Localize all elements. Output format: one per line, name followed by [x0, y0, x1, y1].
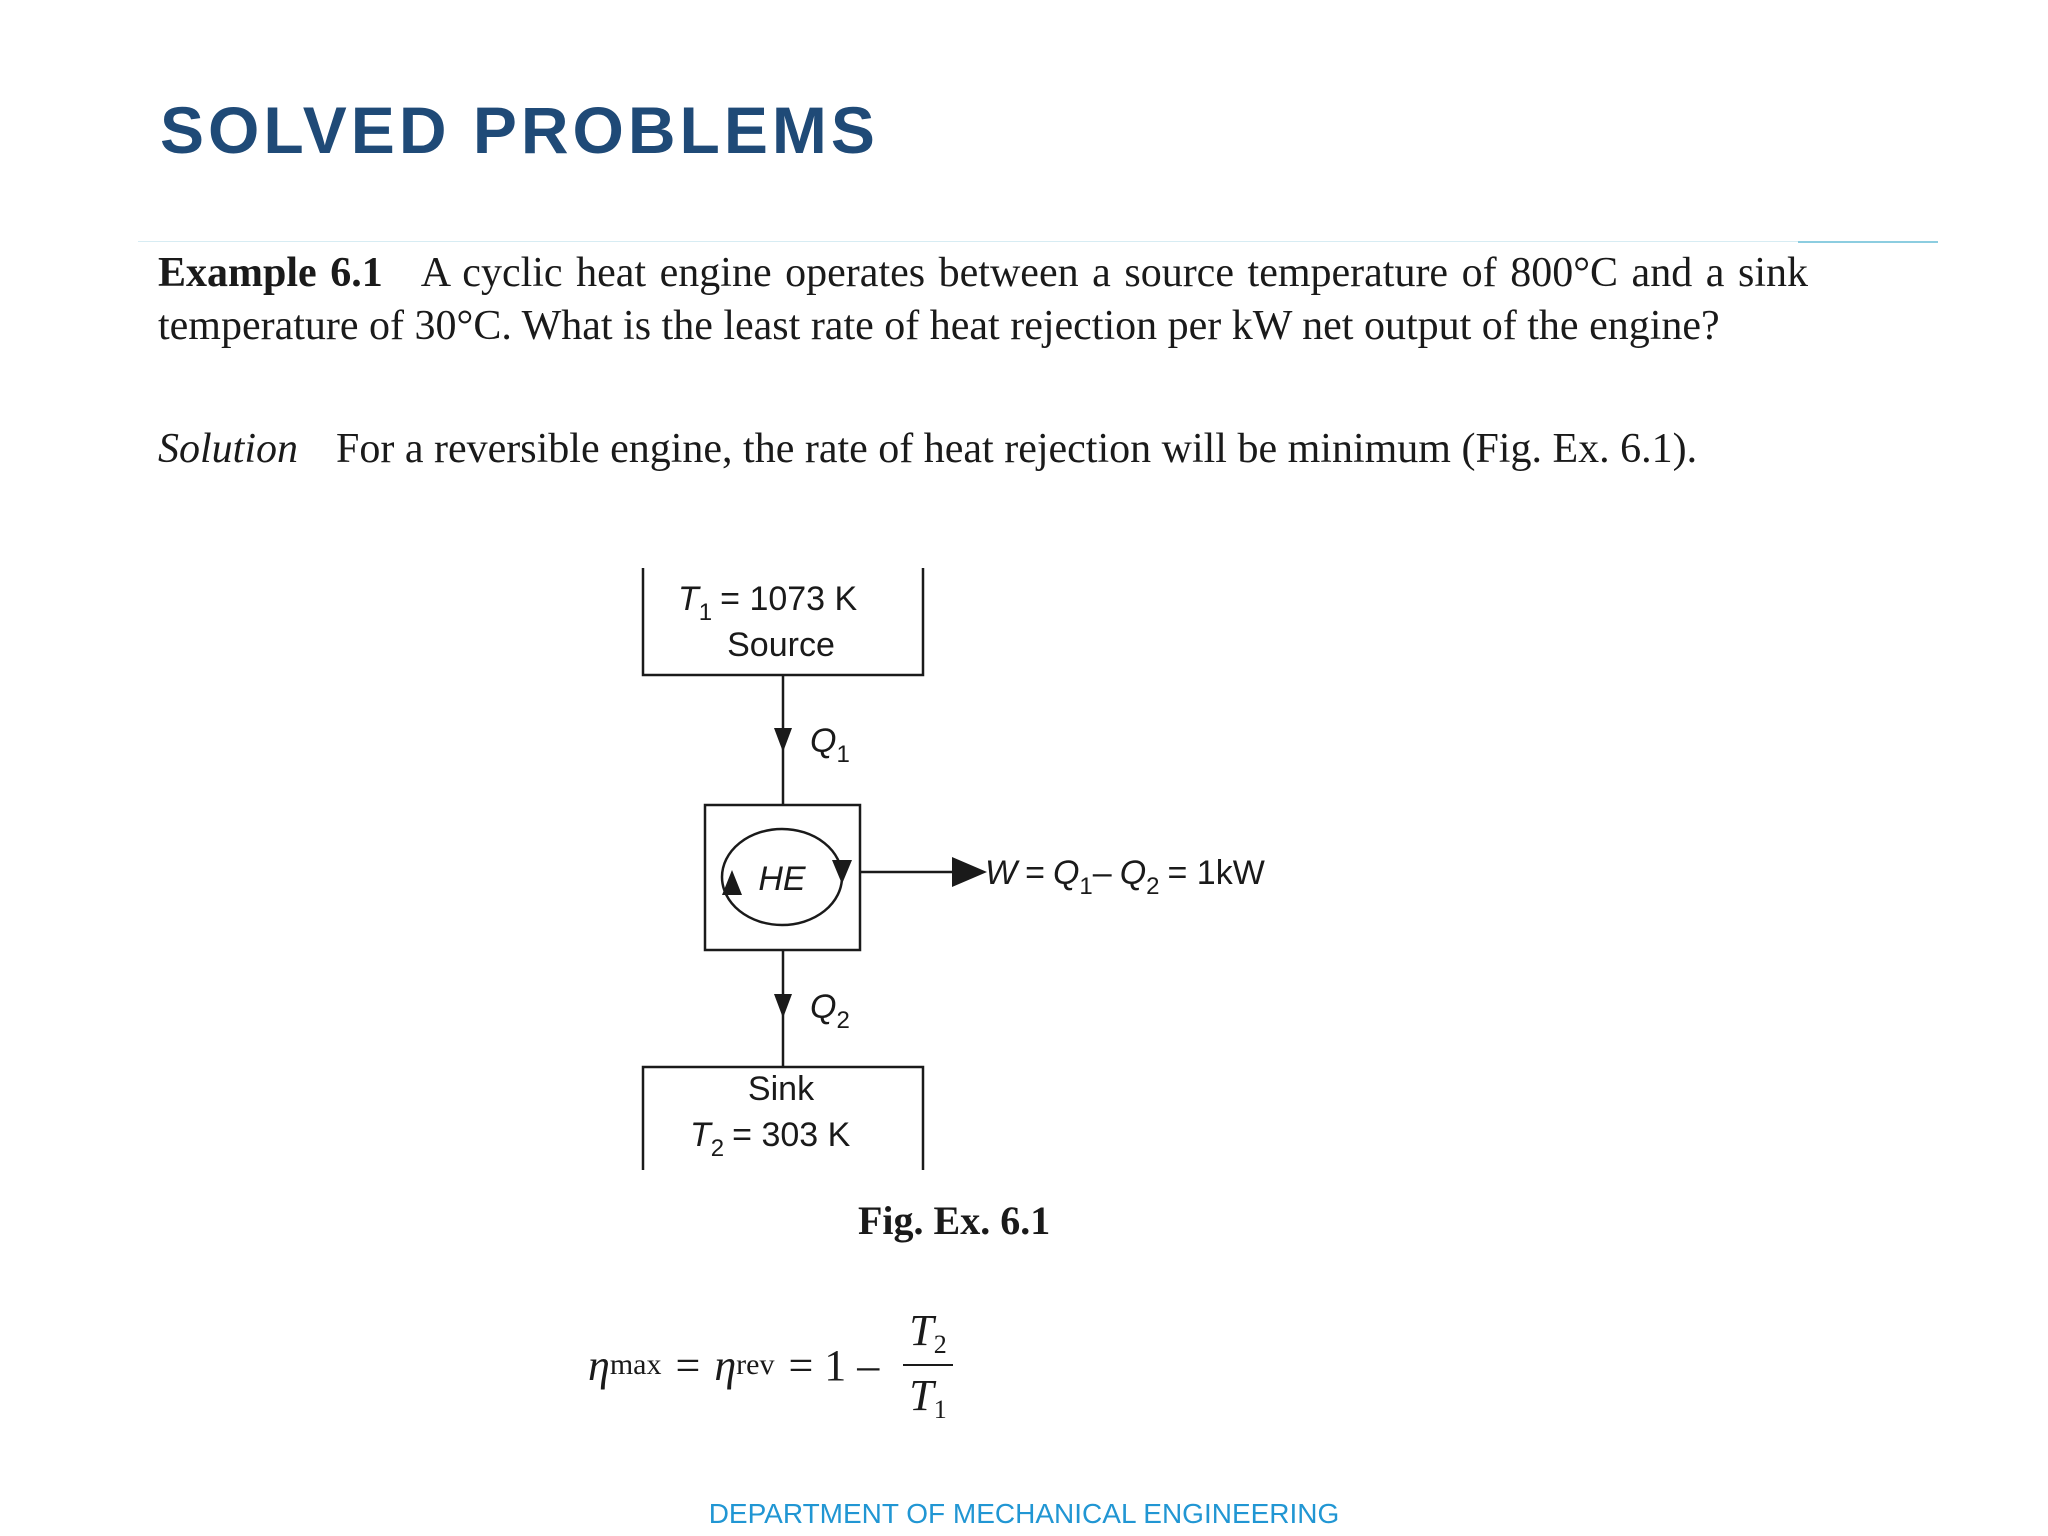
eta-symbol-rev: η	[714, 1340, 737, 1390]
one-minus: = 1 –	[788, 1340, 880, 1390]
example-text: A cyclic heat engine operates between a source temperature of 800°C and a sink temperature of 30°C. What is the least rate of heat rejection per kW net output of the engine?	[158, 250, 1808, 349]
fraction-numerator: T2	[903, 1305, 952, 1366]
source-label: Source	[727, 626, 835, 664]
work-equation: $W = Q_1-$ $Q_2 = 1kW$	[985, 854, 1265, 900]
q1-arrowhead	[774, 728, 792, 752]
q1-label: $Q_1$	[810, 722, 850, 768]
cycle-arrow-left	[722, 870, 742, 895]
fraction-denominator: T1	[909, 1371, 947, 1424]
figure-caption: Fig. Ex. 6.1	[858, 1198, 1051, 1243]
sink-temperature: $T_2 = 303$ K	[690, 1116, 851, 1162]
solution-label: Solution	[158, 426, 299, 472]
temperature-fraction	[903, 1305, 952, 1425]
max-subscript: max	[609, 1348, 662, 1381]
q2-arrowhead	[774, 994, 792, 1018]
source-temperature: $T_1 = 1073$ K	[678, 580, 858, 626]
equals-sign: =	[675, 1340, 701, 1390]
q2-label: $Q_2$	[810, 988, 850, 1034]
eta-symbol: η	[588, 1340, 610, 1390]
engine-label: HE	[758, 860, 806, 898]
efficiency-equation	[588, 1300, 953, 1430]
footer-department: DEPARTMENT OF MECHANICAL ENGINEERING	[708, 1498, 1340, 1529]
solution-text: For a reversible engine, the rate of heat rejection will be minimum (Fig. Ex. 6.1).	[336, 426, 1698, 472]
cycle-arrow-right	[832, 860, 852, 884]
rev-subscript: rev	[736, 1348, 775, 1381]
slide-title: SOLVED PROBLEMS	[160, 93, 879, 167]
example-label: Example 6.1	[158, 250, 383, 296]
sink-label: Sink	[747, 1070, 815, 1108]
